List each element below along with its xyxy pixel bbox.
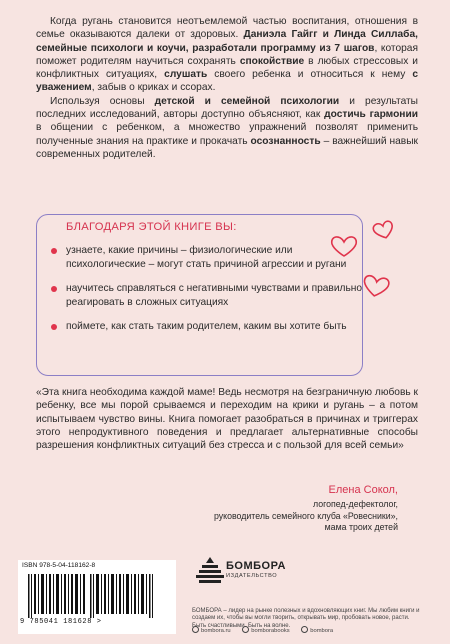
intro-paragraph-1: Когда ругань становится неотъемлемой частью воспитания, отношения в семье оказываются далеки от здоровых. Даниэла Гайгг и Линда Силлаба, семейные психологи и коучи, разработали программу из 7 шагов, которая поможет родителям научиться сохранять спокойствие в любых стрессовых и конфликтных ситуациях, слушать своего ребенка и относиться к нему с уважением, забыв о криках и ссорах. — [36, 16, 418, 94]
list-item: научитесь справляться с негативными чувствами и правильно реагировать в сложных ситуациях — [45, 282, 365, 309]
benefits-title: БЛАГОДАРЯ ЭТОЙ КНИГЕ ВЫ: — [66, 221, 237, 233]
list-item: узнаете, какие причины – физиологические или психологические – могут стать причиной агрессии и ругани — [45, 244, 365, 271]
barcode — [18, 560, 176, 634]
benefits-list — [45, 244, 365, 345]
review-quote: «Эта книга необходима каждой маме! Ведь несмотря на безграничную любовь к ребенку, все мы порой срываемся и переходим на крики и ругань – а потом испытываем чувство вины. Книга помогает разобраться в причинах и триггерах этого непродуктивного поведения и предлагает альтернативные способы разрешения конфликтных ситуаций без стресса и с пользой для всей семьи» — [36, 387, 418, 452]
quote-author: Елена Сокол, — [328, 484, 398, 496]
vk-link[interactable]: bombora — [301, 628, 333, 634]
publisher-name: БОМБОРА — [226, 560, 286, 572]
quote-author-role: логопед-дефектолог, руководитель семейного клуба «Ровесники», мама троих детей — [213, 499, 398, 533]
vk-icon — [301, 626, 308, 633]
publisher-socials — [192, 626, 343, 634]
intro-text — [36, 15, 418, 161]
publisher-tagline: БОМБОРА – лидер на рынке полезных и вдохновляющих книг. Мы любим книги и создаем их, чтобы вы могли творить, открывать мир, пробовать новое, расти. Быть счастливыми. Быть на волне. — [192, 608, 420, 629]
instagram-link[interactable]: bomborabooks — [242, 628, 289, 634]
barcode-icon — [28, 574, 168, 618]
barcode-number: 9 785041 181628 > — [20, 618, 102, 626]
bombora-logo-icon — [196, 555, 224, 585]
site-link[interactable]: bombora.ru — [192, 628, 231, 634]
intro-paragraph-2: Используя основы детской и семейной психологии и результаты последних исследований, авторы доступно объясняют, как достичь гармонии в общении с ребенком, а множество упражнений позволят применить полученные знания на практике и прокачать осознанность – важнейший навык современных родителей. — [36, 95, 419, 160]
instagram-icon — [242, 626, 249, 633]
isbn-number: ISBN 978-5-04-118162-8 — [22, 562, 96, 569]
list-item: поймете, как стать таким родителем, каким вы хотите быть — [45, 320, 365, 334]
publisher-sub: ИЗДАТЕЛЬСТВО — [226, 573, 278, 579]
globe-icon — [192, 626, 199, 633]
